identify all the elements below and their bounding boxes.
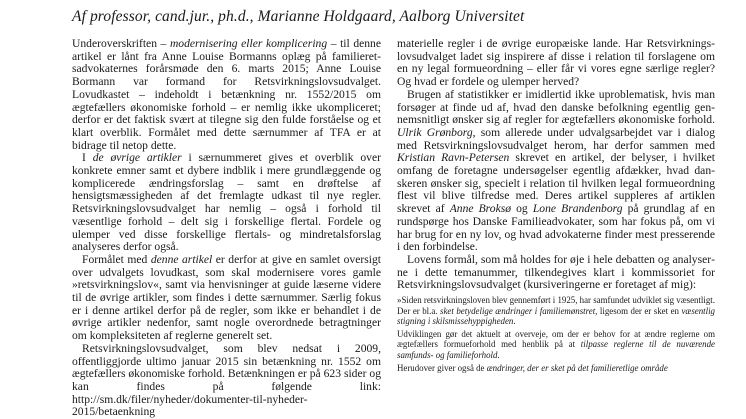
italic-text: Ulrik Grønborg xyxy=(397,125,473,139)
italic-text: Lone Brandenborg xyxy=(532,202,623,216)
paragraph xyxy=(397,38,715,89)
text-run: er derfor at give en samlet oversigt over udvalgets lovudkast, som skal modernisere vores gamle »retsvirkningslov«, samt via henvisninger at guide læserne videre til de øvrige artikler, som findes i dette særnummer. Særlig fokus er i denne artikel derfor på de regler, som ikke er behandlet i de øvrige artikler nedenfor, samt nogle overordnede betragtninger om kompleksiteten af reglerne generelt set. xyxy=(72,252,381,343)
left-column xyxy=(72,38,381,419)
italic-text: væsentlig stigning i skilsmissehyppigheden xyxy=(397,305,715,327)
right-column xyxy=(397,38,715,373)
italic-text: sket betydelige ændringer i familiemønstret xyxy=(440,305,596,316)
text-run: materielle regler i de øvrige europæiske lande. Har Retsvirkningslovsudvalget ladet sig inspirere af disse i relation til forslagene om en ny legal formueordning – eller får vi vores egne særlige regler? Og hvad er fordele og ulemper herved? xyxy=(397,37,715,89)
paragraph xyxy=(397,254,715,292)
text-run: I xyxy=(82,151,93,165)
text-run: Formålet med xyxy=(82,252,151,266)
text-run: skrevet en artikel, der belyser, i hvilket omfang de foretagne undersøgelser egentlig afdækker, hvad danskeren ønsker sig, specielt i relation til hvilken legal formueordning flest vil blive tilfredse med. Deres artikel suppleres af artiklen skrevet af xyxy=(397,151,715,216)
quote-paragraph xyxy=(397,363,715,374)
italic-text: tilpasse reglerne til de nuværende samfunds- og familieforhold xyxy=(397,339,715,361)
italic-text: Anne Broksø xyxy=(449,202,512,216)
text-run: Underoverskriften – xyxy=(72,37,170,50)
text-run: – til denne artikel er lånt fra Anne Louise Bormanns oplæg på familieretsadvokaternes forårsmøde den 6. marts 2015; Anne Louise Bormann var formand for Retsvirkningslovsudvalget. Lovudkastet – indeholdt i betænkning nr. 1552/2015 om ægtefællers økonomiske forhold – er nemlig ikke ukompliceret; derfor er det faktisk svært at tilegne sig den fulde forståelse og et klart overblik. Formålet med dette særnummer af TFA er at bidrage til netop dette. xyxy=(72,37,382,152)
text-run: »Siden retsvirkningsloven blev gennemført i 1925, har samfundet udviklet sig væsentligt. Der er bl.a. xyxy=(397,295,715,316)
paragraph xyxy=(72,38,381,152)
text-run: på grundlag af en rundspørge hos Danske Familieadvokater, som har fokus på, om vi har brug for en ny lov, og hvad advokaterne finder mest presserende i den forbindelse. xyxy=(397,202,716,254)
paragraph xyxy=(72,343,381,419)
paragraph xyxy=(397,89,715,254)
text-run: . xyxy=(513,316,516,327)
text-run: Brugen af statistikker er imidlertid ikke uproblematisk, hvis man forsøger at finde ud af, hvad den danske befolkning egentlig gennemsnitligt ønsker sig af regler for ægtefællers økonomiske forhold. xyxy=(397,87,715,127)
text-run: . xyxy=(497,350,500,361)
text-run: Lovens formål, som må holdes for øje i hele debatten og analyserne i dette temanummer, tilkendegives klart i kommissoriet for Retsvirkningslovsudvalget (kursiveringerne er foretaget af mig): xyxy=(397,252,715,292)
italic-text: de øvrige artikler xyxy=(92,151,182,165)
text-run: Retsvirkningslovsudvalget, som blev nedsat i 2009, offentliggjorde ultimo januar 2015 sin betænkning nr. 1552 om ægtefællers økonomiske forhold. Betænkningen er på 623 sider og kan findes på følgende link: http://sm.dk/filer/nyheder/dokumenter-til-nyheder-2015/betaenkning xyxy=(72,341,381,419)
text-run: Herudover giver også de xyxy=(397,362,487,373)
text-run: , ligesom der er sket en xyxy=(595,305,682,316)
paragraph xyxy=(72,152,381,254)
quote-paragraph xyxy=(397,295,715,327)
italic-text: Kristian Ravn-Petersen xyxy=(397,151,510,165)
text-run: i særnummeret gives et overblik over konkrete emner samt et dybere indblik i mere grundlæggende og komplicerede ændringsforslag – samt en drøftelse af hensigtsmæssigheden af det fremlagte udkast til nye regler. Retsvirkningslovsudvalget har nemlig – også i forhold til væsentlige forhold – delt sig i forskellige flertal. Fordele og ulemper ved disse forskellige flertals- og mindretalsforslag analyseres derfor også. xyxy=(72,151,381,254)
text-run: og xyxy=(511,202,533,216)
text-run: , som allerede under udvalgsarbejdet var i dialog med Retsvirkningslovsudvalget herom, har derfor sammen med xyxy=(397,125,715,152)
text-run: Udviklingen gør det aktuelt at overveje, om der er behov for at ændre reglerne om ægtefællers formueforhold med henblik på at xyxy=(397,328,715,350)
quote-paragraph xyxy=(397,329,715,361)
italic-text: ændringer, der er sket på det familieretlige område xyxy=(486,362,668,373)
italic-text: modernisering eller komplicering xyxy=(169,37,328,50)
paragraph xyxy=(72,254,381,343)
italic-text: denne artikel xyxy=(150,252,213,266)
author-byline: Af professor, cand.jur., ph.d., Marianne Holdgaard, Aalborg Universitet xyxy=(72,8,525,25)
